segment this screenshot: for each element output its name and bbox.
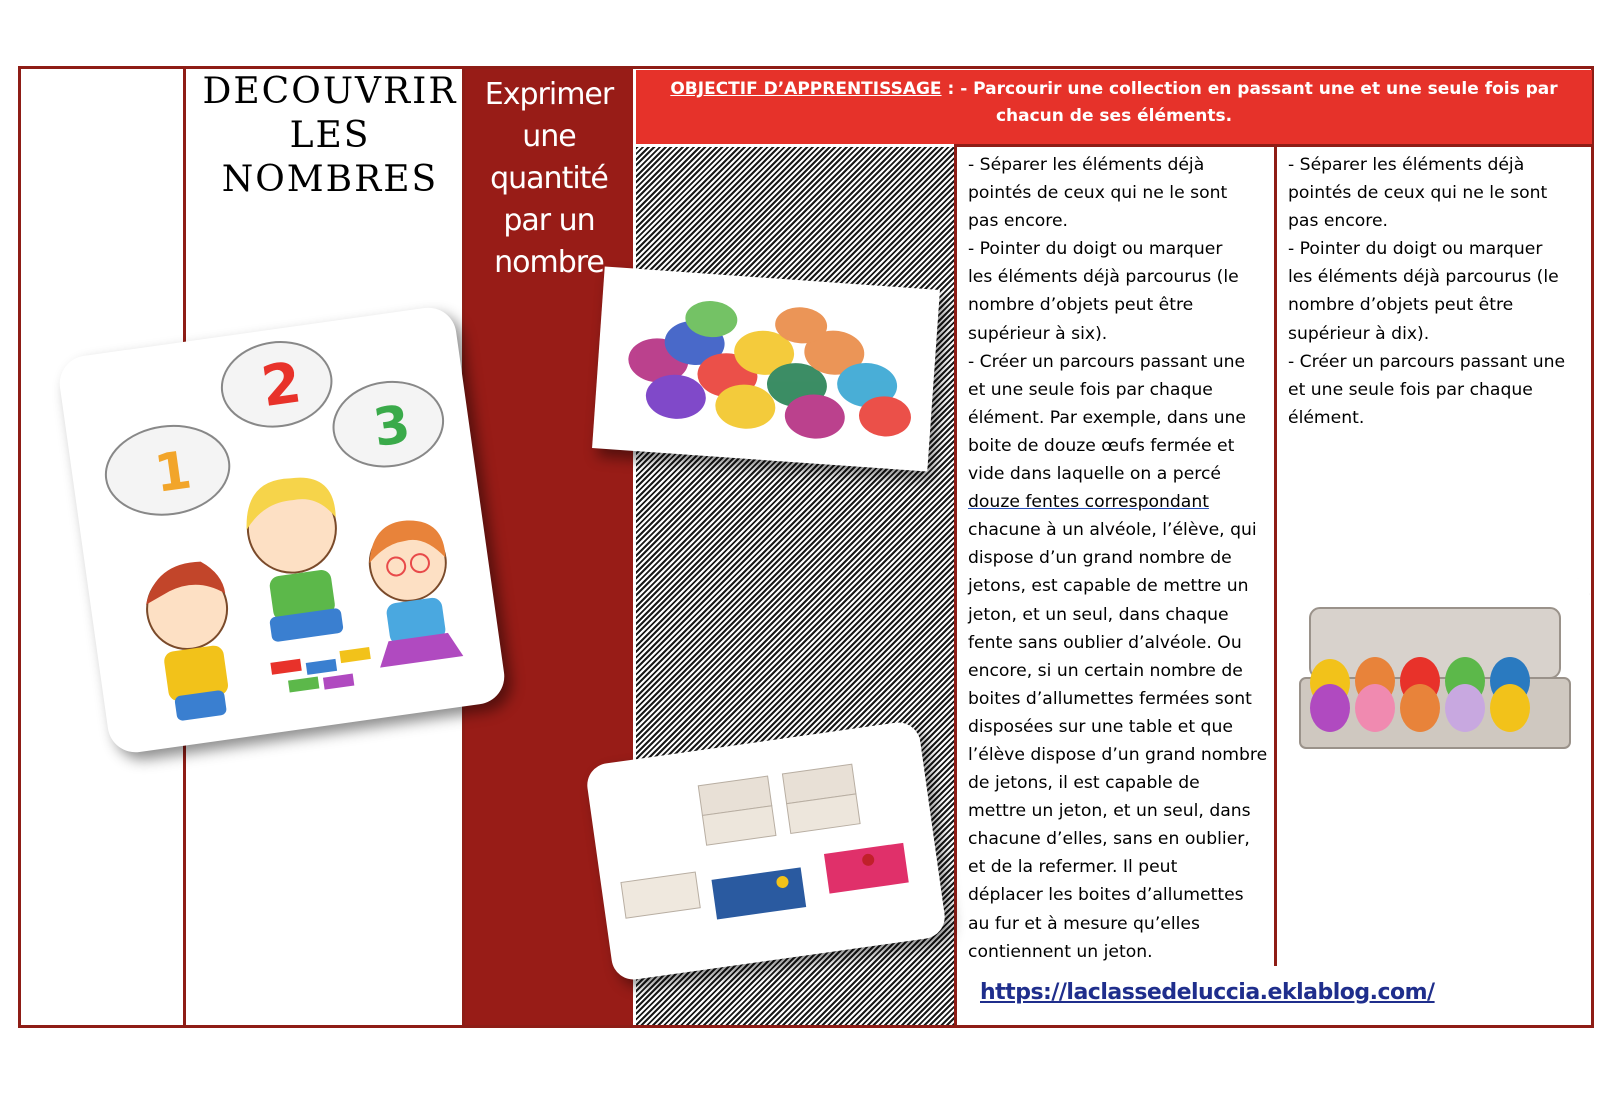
text-line: douze fentes correspondant xyxy=(968,492,1209,513)
text-line: - Créer un parcours passant une xyxy=(1288,351,1566,372)
text-line: chacune à un alvéole, l’élève, qui xyxy=(968,520,1257,541)
subtitle: Exprimer une quantité par un nombre xyxy=(484,77,614,280)
text-line: - Pointer du doigt ou marquer xyxy=(1288,239,1543,260)
text-line: contiennent un jeton. xyxy=(968,941,1153,962)
text-line: disposées sur une table et que xyxy=(968,716,1233,737)
objective-banner: OBJECTIF D’APPRENTISSAGE : - Parcourir une collection en passant une et une seule fois par chacun de ses éléments. xyxy=(636,70,1592,144)
text-line: jeton, et un seul, dans chaque xyxy=(968,604,1229,625)
matchboxes-drawing xyxy=(584,720,947,983)
tokens-photo xyxy=(592,267,940,472)
tokens-drawing xyxy=(592,267,940,472)
block-icon xyxy=(323,674,354,690)
text-line: pas encore. xyxy=(1288,211,1389,232)
egg-icon xyxy=(1445,684,1485,732)
text-column-gs xyxy=(1288,151,1588,432)
number-2: 2 xyxy=(257,350,306,421)
text-line: pointés de ceux qui ne le sont xyxy=(1288,183,1548,204)
egg-carton-drawing xyxy=(1280,578,1590,786)
text-line: et une seule fois par chaque xyxy=(968,379,1213,400)
text-line: mettre un jeton, et un seul, dans xyxy=(968,801,1251,822)
egg-icon xyxy=(1310,684,1350,732)
number-1: 1 xyxy=(150,440,196,505)
text-line: fente sans oublier d’alvéole. Ou xyxy=(968,632,1242,653)
text-line: et de la refermer. Il peut xyxy=(968,857,1178,878)
text-line: les éléments déjà parcourus (le xyxy=(1288,267,1559,288)
text-line: vide dans laquelle on a percé xyxy=(968,464,1221,485)
matchbox-blue-icon xyxy=(711,867,806,919)
text-line: supérieur à dix). xyxy=(1288,323,1430,344)
blog-link[interactable]: https://laclassedeluccia.eklablog.com/ xyxy=(980,980,1435,1005)
kids-drawing xyxy=(56,304,508,756)
objective-label: OBJECTIF D’APPRENTISSAGE xyxy=(670,79,942,99)
column-divider xyxy=(954,144,957,1026)
text-line: de jetons, il est capable de xyxy=(968,773,1200,794)
kids-illustration xyxy=(56,304,508,756)
text-line: boites d’allumettes fermées sont xyxy=(968,688,1252,709)
text-line: l’élève dispose d’un grand nombre xyxy=(968,744,1268,765)
text-column-ms xyxy=(968,151,1270,966)
matchbox-icon xyxy=(621,872,700,918)
text-line: les éléments déjà parcourus (le xyxy=(968,267,1239,288)
text-line: élément. Par exemple, dans une xyxy=(968,407,1246,428)
text-line: chacune d’elles, sans en oublier, xyxy=(968,829,1250,850)
egg-icon xyxy=(1400,684,1440,732)
column-divider xyxy=(1274,144,1277,966)
text-line: - Créer un parcours passant une xyxy=(968,351,1246,372)
row-divider xyxy=(954,144,1594,147)
text-line: et une seule fois par chaque xyxy=(1288,379,1533,400)
text-line: nombre d’objets peut être xyxy=(1288,295,1514,316)
egg-icon xyxy=(1355,684,1395,732)
text-line: élément. xyxy=(1288,407,1365,428)
text-line: encore, si un certain nombre de xyxy=(968,660,1243,681)
block-icon xyxy=(306,659,337,675)
egg-carton-photo xyxy=(1280,578,1590,786)
text-line: - Pointer du doigt ou marquer xyxy=(968,239,1223,260)
block-icon xyxy=(288,676,319,692)
block-icon xyxy=(270,659,301,675)
text-line: pas encore. xyxy=(968,211,1069,232)
text-line: déplacer les boites d’allumettes xyxy=(968,885,1244,906)
matchbox-pink-icon xyxy=(824,843,909,894)
text-line: jetons, est capable de mettre un xyxy=(968,576,1249,597)
page-title: DECOUVRIR LES NOMBRES xyxy=(202,71,458,200)
text-line: pointés de ceux qui ne le sont xyxy=(968,183,1228,204)
text-line: boite de douze œufs fermée et xyxy=(968,435,1235,456)
text-line: - Séparer les éléments déjà xyxy=(1288,155,1525,175)
number-3: 3 xyxy=(369,394,414,459)
text-line: nombre d’objets peut être xyxy=(968,295,1194,316)
egg-icon xyxy=(1490,684,1530,732)
text-line: - Séparer les éléments déjà xyxy=(968,155,1205,175)
text-line: supérieur à six). xyxy=(968,323,1108,344)
text-line: dispose d’un grand nombre de xyxy=(968,548,1232,569)
block-icon xyxy=(339,647,370,663)
text-line: au fur et à mesure qu’elles xyxy=(968,913,1200,934)
matchboxes-photo xyxy=(584,720,947,983)
